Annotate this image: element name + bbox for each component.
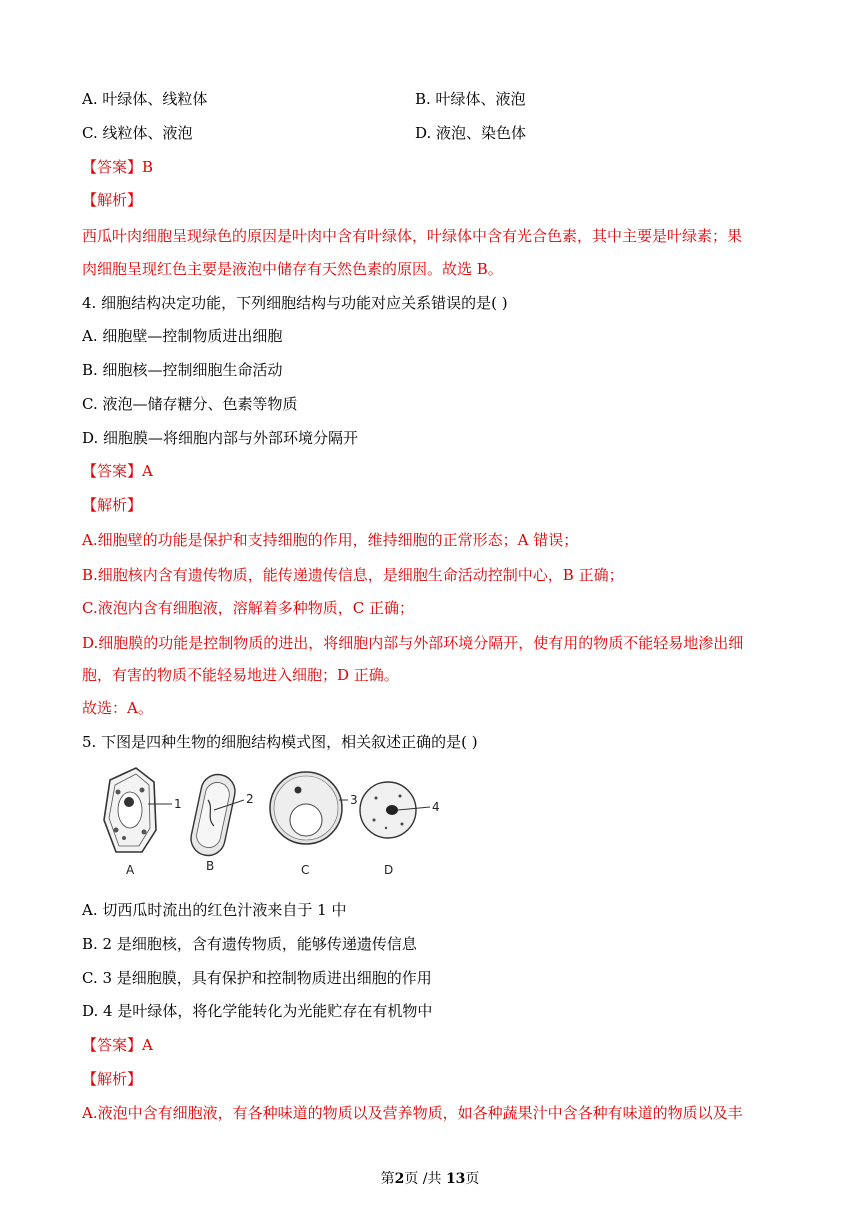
pointer-label-4: 4 — [432, 800, 440, 814]
pointer-label-2: 2 — [246, 792, 254, 806]
q5-stem: 5. 下图是四种生物的细胞结构模式图，相关叙述正确的是( ) — [82, 733, 478, 751]
q4-option-d: D. 细胞膜—将细胞内部与外部环境分隔开 — [82, 429, 359, 447]
q4-analysis-line-5: 胞，有害的物质不能轻易地进入细胞；D 正确。 — [82, 666, 399, 684]
cell-label-a: A — [126, 863, 135, 877]
q4-option-a: A. 细胞壁—控制物质进出细胞 — [82, 327, 283, 345]
pointer-label-3: 3 — [350, 793, 358, 807]
q4-conclusion: 故选：A。 — [82, 699, 153, 717]
q4-stem: 4. 细胞结构决定功能，下列细胞结构与功能对应关系错误的是( ) — [82, 294, 508, 312]
q5-option-a: A. 切西瓜时流出的红色汁液来自于 1 中 — [82, 901, 347, 919]
q5-analysis-line-1: A.液泡中含有细胞液，有各种味道的物质以及营养物质，如各种蔬果汁中含各种有味道的物质以及丰 — [82, 1104, 743, 1122]
q5-option-d: D. 4 是叶绿体，将化学能转化为光能贮存在有机物中 — [82, 1002, 433, 1020]
cell-label-b: B — [206, 859, 215, 873]
footer-middle: 页 /共 — [404, 1171, 446, 1187]
cell-c-round — [270, 772, 358, 877]
cell-d-animal — [360, 782, 440, 877]
footer-prefix: 第 — [380, 1171, 395, 1187]
q4-answer: 【答案】A — [82, 462, 153, 480]
cell-structure-figure — [96, 760, 456, 880]
footer-total-pages: 13 — [445, 1171, 466, 1187]
q3-option-a: A. 叶绿体、线粒体 — [82, 90, 208, 108]
q3-answer: 【答案】B — [82, 158, 154, 176]
q4-analysis-line-4: D.细胞膜的功能是控制物质的进出，将细胞内部与外部环境分隔开，使有用的物质不能轻易地渗出细 — [82, 634, 744, 652]
q5-analysis-title: 【解析】 — [82, 1070, 143, 1088]
q5-option-b: B. 2 是细胞核，含有遗传物质，能够传递遗传信息 — [82, 935, 417, 953]
cell-label-c: C — [301, 863, 310, 877]
cell-a-plant — [104, 768, 182, 877]
cell-diagrams — [96, 760, 456, 880]
q5-answer: 【答案】A — [82, 1036, 153, 1054]
q4-analysis-line-2: B.细胞核内含有遗传物质，能传递遗传信息，是细胞生命活动控制中心，B 正确； — [82, 566, 624, 584]
footer-suffix: 页 — [465, 1171, 480, 1187]
q5-option-c: C. 3 是细胞膜，具有保护和控制物质进出细胞的作用 — [82, 969, 432, 987]
q4-analysis-line-3: C.液泡内含有细胞液，溶解着多种物质，C 正确； — [82, 599, 414, 617]
page-footer — [0, 1168, 860, 1188]
pointer-label-1: 1 — [174, 797, 182, 811]
cell-label-d: D — [384, 863, 394, 877]
q3-analysis-title: 【解析】 — [82, 191, 143, 209]
cell-b-bacterium — [188, 771, 254, 873]
q3-analysis-line-2: 肉细胞呈现红色主要是液泡中储存有天然色素的原因。故选 B。 — [82, 260, 503, 278]
q4-analysis-title: 【解析】 — [82, 496, 143, 514]
footer-page-number: 2 — [394, 1171, 405, 1187]
q3-option-b: B. 叶绿体、液泡 — [415, 90, 526, 108]
q3-analysis-line-1: 西瓜叶肉细胞呈现绿色的原因是叶肉中含有叶绿体，叶绿体中含有光合色素，其中主要是叶绿素；果 — [82, 227, 743, 245]
q3-option-d: D. 液泡、染色体 — [415, 124, 527, 142]
q4-option-b: B. 细胞核—控制细胞生命活动 — [82, 361, 283, 379]
q4-analysis-line-1: A.细胞壁的功能是保护和支持细胞的作用，维持细胞的正常形态；A 错误； — [82, 531, 579, 549]
q4-option-c: C. 液泡—储存糖分、色素等物质 — [82, 395, 298, 413]
q3-option-c: C. 线粒体、液泡 — [82, 124, 193, 142]
